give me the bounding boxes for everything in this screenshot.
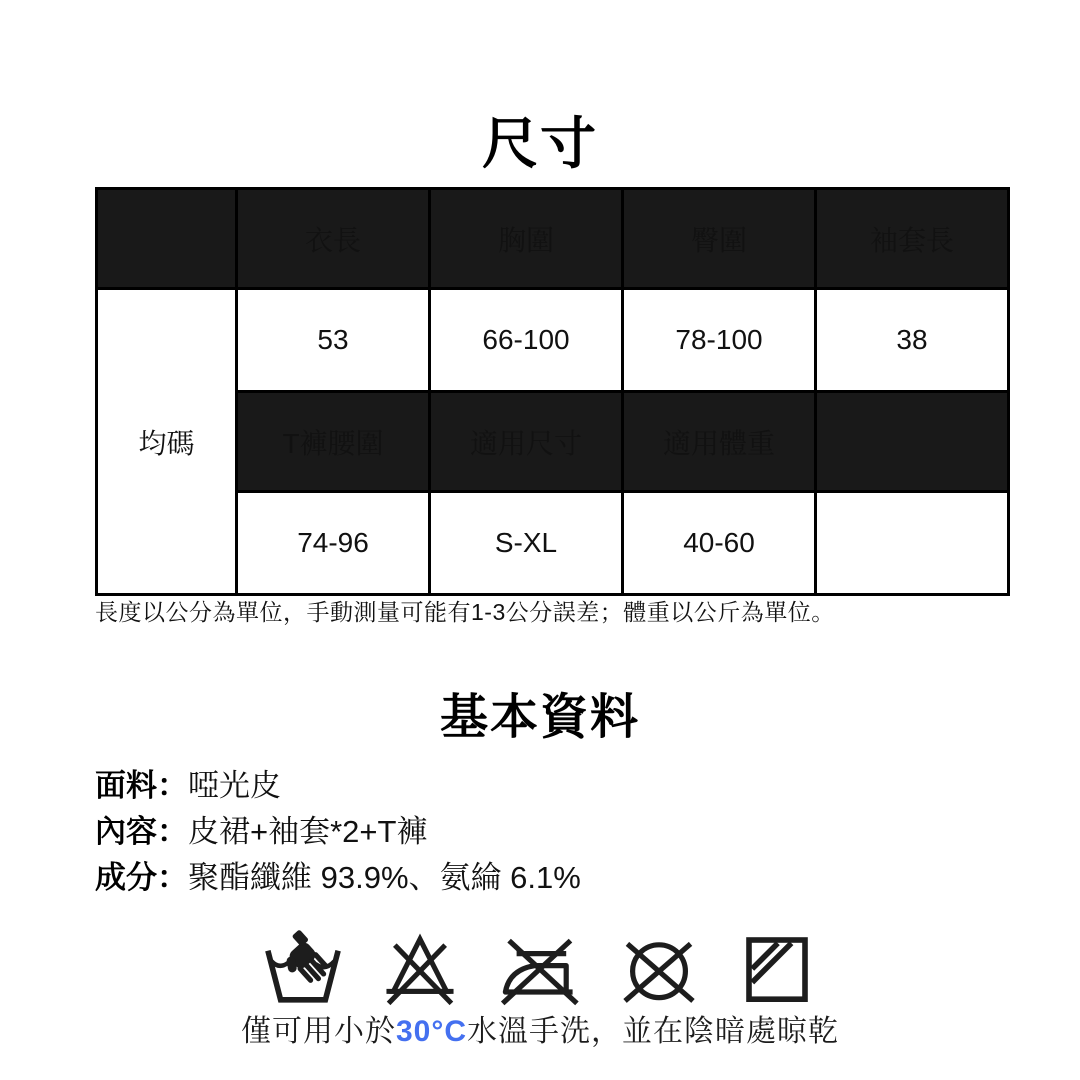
size-section-title: 尺寸 (482, 112, 598, 175)
value-garment-length: 53 (237, 289, 430, 392)
value-bust: 66-100 (430, 289, 623, 392)
col-header-fit-size: 適用尺寸 (430, 392, 623, 492)
value-empty-cell (816, 492, 1009, 595)
info-row-contents (95, 806, 581, 852)
col-header-tpants-waist: T褲腰圍 (237, 392, 430, 492)
value-tpants-waist: 74-96 (237, 492, 430, 595)
care-caption-suffix: 水溫手洗，並在陰暗處晾乾 (467, 1015, 840, 1048)
table-corner-cell (97, 189, 237, 289)
dry-in-shade-icon (737, 928, 817, 1008)
info-list (95, 760, 581, 898)
value-hip: 78-100 (623, 289, 816, 392)
info-value: 啞光皮 (188, 768, 281, 803)
do-not-iron-icon (497, 928, 581, 1008)
measurement-note: 長度以公分為單位，手動測量可能有1-3公分誤差；體重以公斤為單位。 (95, 599, 835, 625)
info-value: 聚酯纖維 93.9%、氨綸 6.1% (188, 860, 581, 895)
value-fit-weight: 40-60 (623, 492, 816, 595)
info-label: 成分： (95, 860, 188, 895)
do-not-bleach-icon (381, 928, 459, 1008)
info-label: 面料： (95, 768, 188, 803)
do-not-dry-clean-icon (619, 928, 699, 1008)
care-caption-prefix: 僅可用小於 (240, 1015, 396, 1048)
care-caption-temperature: 30°C (395, 1015, 468, 1048)
info-row-material (95, 760, 581, 806)
table-header-row-1 (97, 189, 1009, 289)
care-caption (0, 1006, 1080, 1050)
value-sleeve-length: 38 (816, 289, 1009, 392)
info-row-composition (95, 852, 581, 898)
hand-wash-icon (263, 926, 343, 1008)
value-fit-size: S-XL (430, 492, 623, 595)
col-header-bust: 胸圍 (430, 189, 623, 289)
care-icons-row (0, 926, 1080, 1008)
info-section-title: 基本資料 (439, 691, 640, 744)
info-value: 皮裙+袖套*2+T褲 (188, 814, 428, 849)
size-table (95, 187, 1010, 596)
col-header-hip: 臀圍 (623, 189, 816, 289)
col-header-fit-weight: 適用體重 (623, 392, 816, 492)
header-empty-cell (816, 392, 1009, 492)
table-value-row-1 (97, 289, 1009, 392)
col-header-sleeve-length: 袖套長 (816, 189, 1009, 289)
size-label-one-size: 均碼 (97, 289, 237, 595)
col-header-garment-length: 衣長 (237, 189, 430, 289)
info-label: 內容： (95, 814, 188, 849)
